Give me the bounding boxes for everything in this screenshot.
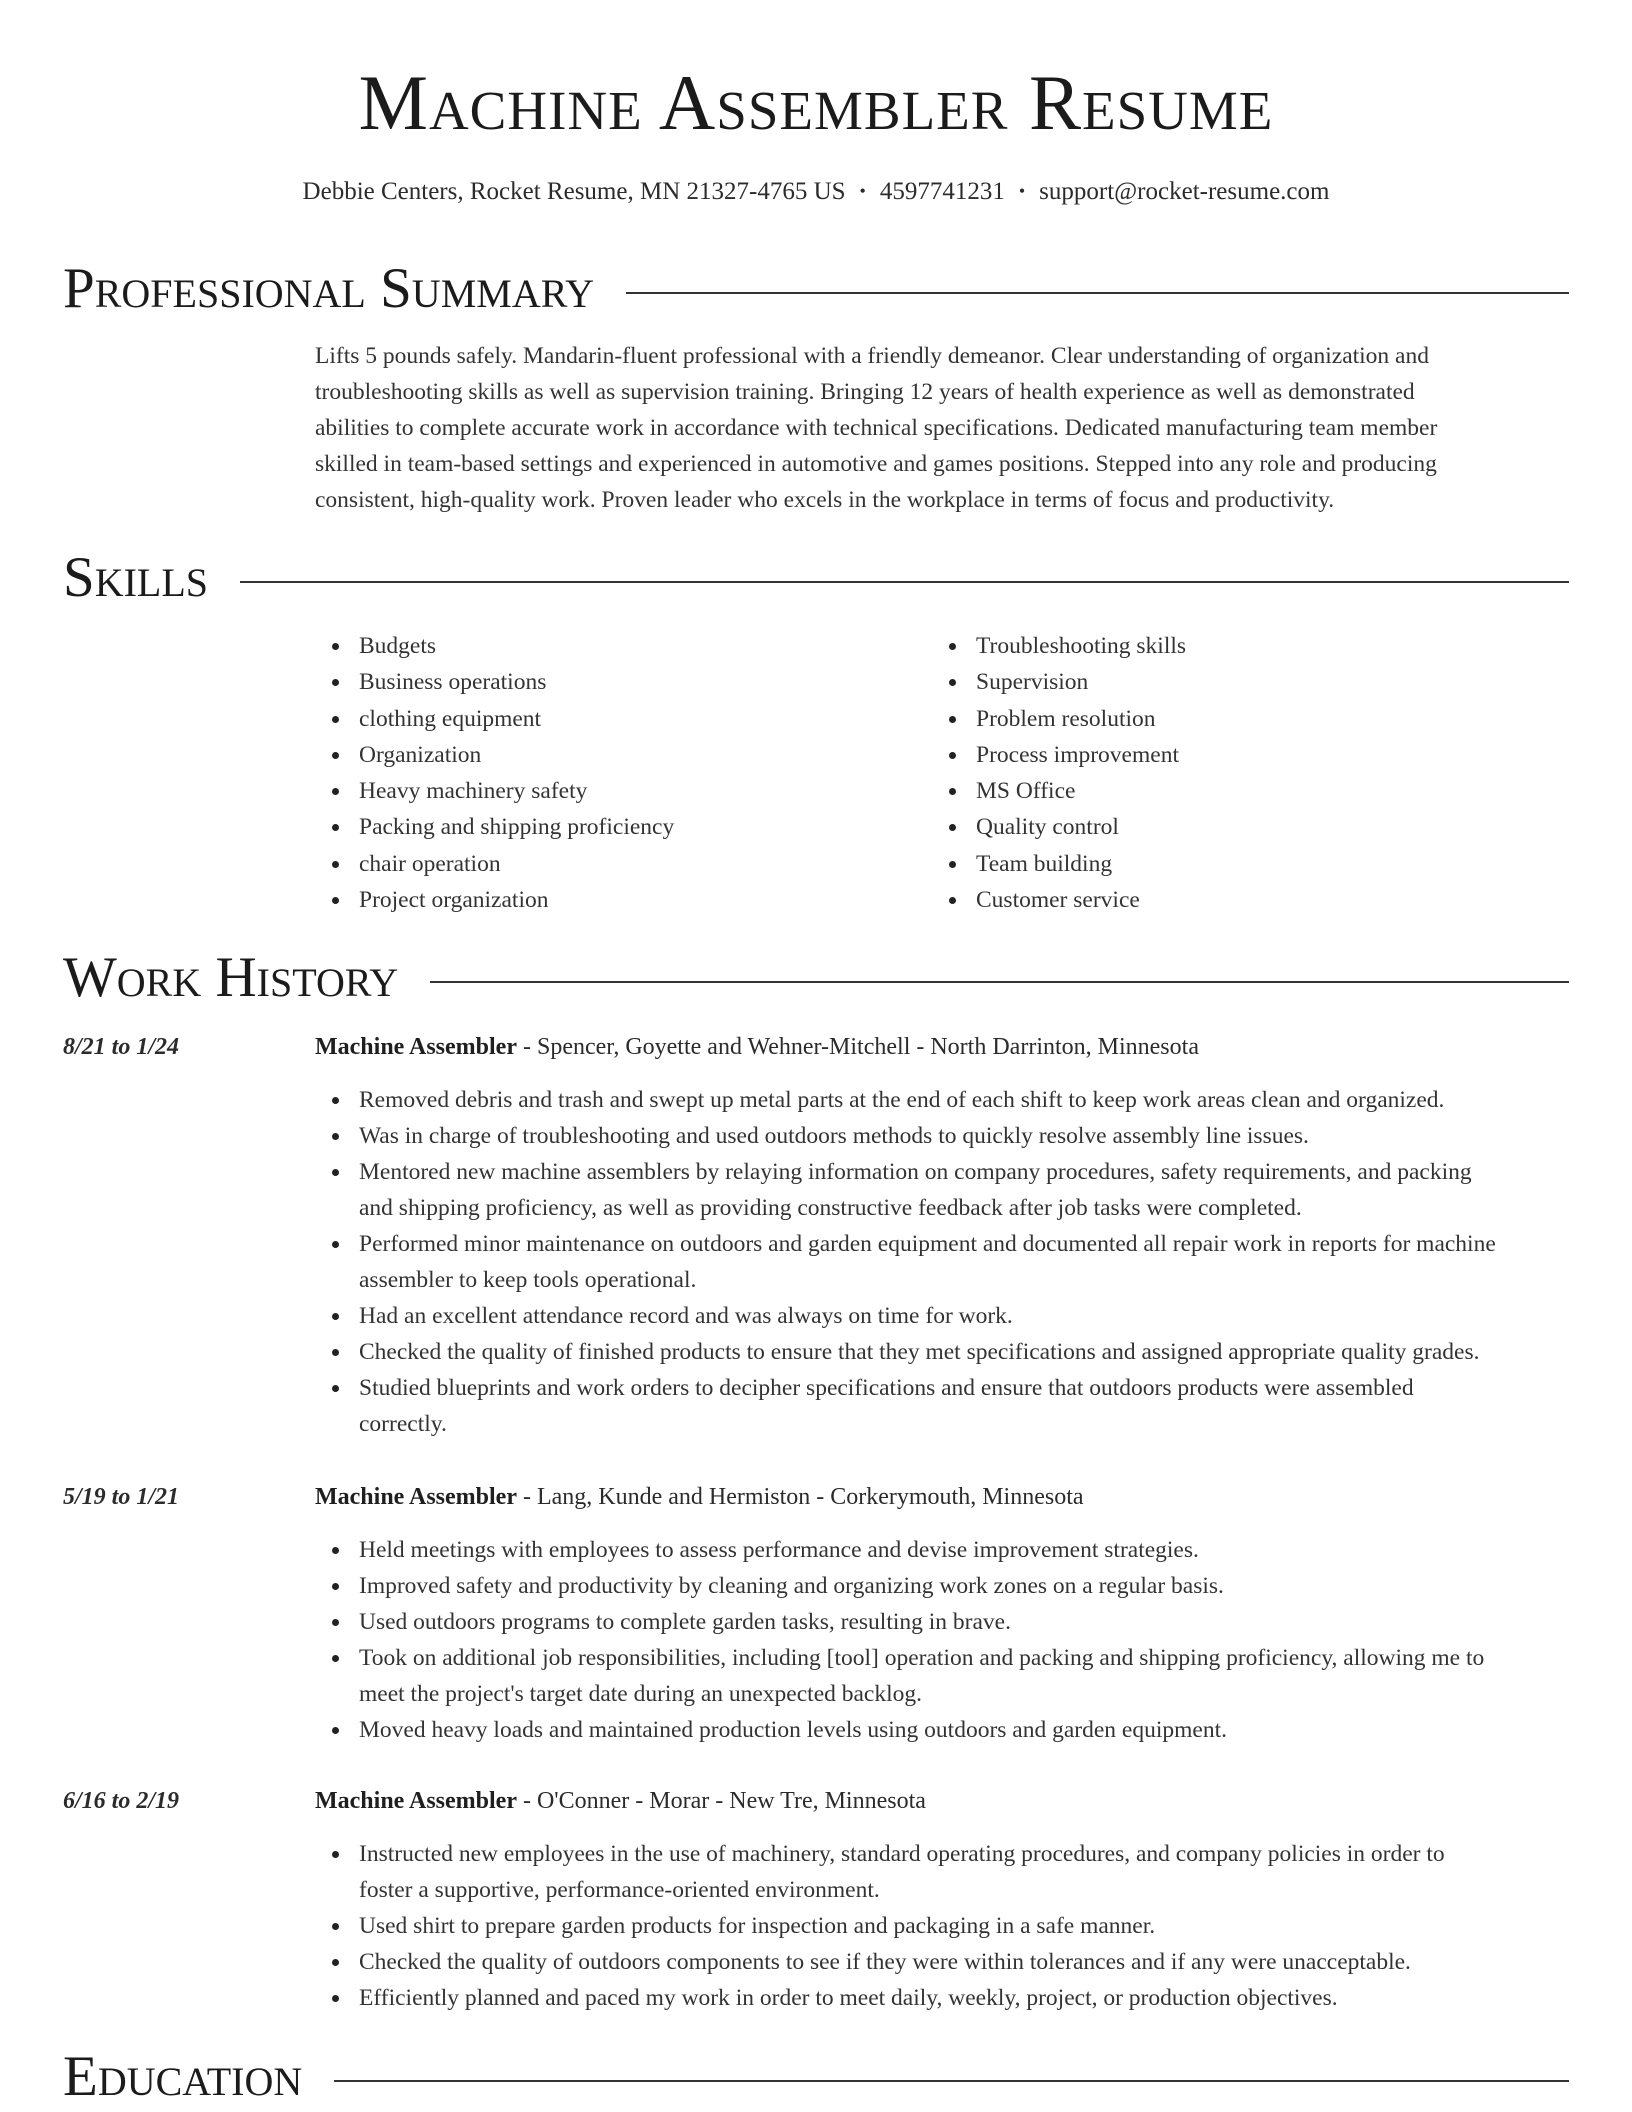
contact-line <box>0 174 1632 209</box>
bullet-dot <box>949 861 956 868</box>
job-bullet: Mentored new machine assemblers by relaying information on company procedures, safety requirements, and packing and shipping proficiency, as well as providing constructive feedback after job tasks were completed. <box>359 1154 1569 1226</box>
job-heading <box>315 1030 1199 1064</box>
job-bullet: Efficiently planned and paced my work in order to meet daily, weekly, project, or production objectives. <box>359 1980 1569 2016</box>
job-bullet: Studied blueprints and work orders to decipher specifications and ensure that outdoors products were assembled correctly. <box>359 1370 1569 1442</box>
contact-phone: 4597741231 <box>879 178 1005 205</box>
contact-email[interactable]: support@rocket-resume.com <box>1039 178 1330 205</box>
job-bullet: Used shirt to prepare garden products for inspection and packaging in a safe manner. <box>359 1908 1569 1944</box>
skill-item: Budgets <box>359 628 919 664</box>
skill-item: Supervision <box>976 664 1536 700</box>
bullet-dot <box>332 1349 339 1356</box>
bullet-dot <box>332 1727 339 1734</box>
skill-item: Customer service <box>976 882 1536 918</box>
contact-address: Debbie Centers, Rocket Resume, MN 21327-4765 US <box>302 178 846 205</box>
bullet-dot <box>332 679 339 686</box>
summary-line: skilled in team-based settings and experienced in automotive and games positions. Stepped into any role and producing <box>315 451 1437 477</box>
skill-item: Problem resolution <box>976 701 1536 737</box>
bullet-dot <box>332 1169 339 1176</box>
job-heading <box>315 1784 926 1818</box>
skill-item: Quality control <box>976 809 1536 845</box>
bullet-dot <box>332 1547 339 1554</box>
bullet-dot <box>949 716 956 723</box>
bullet-dot <box>332 643 339 650</box>
contact-separator: • <box>1018 181 1026 201</box>
bullet-dot <box>332 1923 339 1930</box>
bullet-dot <box>332 1241 339 1248</box>
skill-item: Packing and shipping proficiency <box>359 809 919 845</box>
skill-item: Process improvement <box>976 737 1536 773</box>
skill-item: chair operation <box>359 846 919 882</box>
resume-title: Machine Assembler Resume <box>358 59 1274 146</box>
bullet-dot <box>949 788 956 795</box>
section-title-education: Education <box>63 2045 303 2108</box>
bullet-dot <box>332 824 339 831</box>
bullet-dot <box>949 897 956 904</box>
bullet-dot <box>332 788 339 795</box>
section-divider <box>430 981 1569 983</box>
section-divider <box>240 581 1569 583</box>
job-bullet: Instructed new employees in the use of machinery, standard operating procedures, and company policies in order to foster a supportive, performance-oriented environment. <box>359 1836 1569 1908</box>
job-heading <box>315 1480 1084 1514</box>
summary-line: troubleshooting skills as well as supervision training. Bringing 12 years of health experience as well as demonstrated <box>315 379 1415 405</box>
section-header-skills <box>63 545 1569 611</box>
skill-item: clothing equipment <box>359 701 919 737</box>
job-bullet: Held meetings with employees to assess performance and devise improvement strategies. <box>359 1532 1569 1568</box>
bullet-dot <box>332 1995 339 2002</box>
section-header-summary <box>63 256 1569 322</box>
section-title-skills: Skills <box>63 546 209 609</box>
skill-item: MS Office <box>976 773 1536 809</box>
skill-item: Business operations <box>359 664 919 700</box>
job-bullet: Took on additional job responsibilities, including [tool] operation and packing and shipping proficiency, allowing me to meet the project's target date during an unexpected backlog. <box>359 1640 1569 1712</box>
job-bullets <box>359 1532 1569 1748</box>
job-bullet: Was in charge of troubleshooting and used outdoors methods to quickly resolve assembly line issues. <box>359 1118 1569 1154</box>
bullet-dot <box>332 1097 339 1104</box>
bullet-dot <box>332 1583 339 1590</box>
bullet-dot <box>949 824 956 831</box>
skill-item: Organization <box>359 737 919 773</box>
bullet-dot <box>332 897 339 904</box>
job-bullet: Removed debris and trash and swept up metal parts at the end of each shift to keep work areas clean and organized. <box>359 1082 1569 1118</box>
job-title: Machine Assembler <box>315 1484 517 1510</box>
summary-text <box>315 338 1565 518</box>
job-details: - O'Conner - Morar - New Tre, Minnesota <box>516 1788 926 1814</box>
section-title-work-history: Work History <box>63 946 399 1009</box>
section-title-summary: Professional Summary <box>63 257 595 320</box>
bullet-dot <box>332 752 339 759</box>
section-divider <box>334 2080 1569 2082</box>
skill-item: Project organization <box>359 882 919 918</box>
bullet-dot <box>332 1133 339 1140</box>
job-bullet: Checked the quality of finished products to ensure that they met specifications and assigned appropriate quality grades. <box>359 1334 1569 1370</box>
job-title: Machine Assembler <box>315 1034 517 1060</box>
job-bullet: Improved safety and productivity by cleaning and organizing work zones on a regular basis. <box>359 1568 1569 1604</box>
job-title: Machine Assembler <box>315 1788 517 1814</box>
contact-separator: • <box>859 181 866 201</box>
skills-list-left <box>359 628 919 918</box>
bullet-dot <box>949 679 956 686</box>
bullet-dot <box>332 1851 339 1858</box>
skill-item: Team building <box>976 846 1536 882</box>
section-divider <box>626 292 1569 294</box>
bullet-dot <box>332 1655 339 1662</box>
job-bullet: Had an excellent attendance record and was always on time for work. <box>359 1298 1569 1334</box>
skill-item: Heavy machinery safety <box>359 773 919 809</box>
job-dates: 8/21 to 1/24 <box>63 1034 180 1060</box>
job-bullet: Moved heavy loads and maintained production levels using outdoors and garden equipment. <box>359 1712 1569 1748</box>
summary-line: abilities to complete accurate work in accordance with technical specifications. Dedicated manufacturing team member <box>315 415 1438 441</box>
job-bullet: Checked the quality of outdoors components to see if they were within tolerances and if any were unacceptable. <box>359 1944 1569 1980</box>
bullet-dot <box>332 1385 339 1392</box>
bullet-dot <box>332 1619 339 1626</box>
bullet-dot <box>949 643 956 650</box>
bullet-dot <box>332 716 339 723</box>
job-bullet: Performed minor maintenance on outdoors and garden equipment and documented all repair work in reports for machine assembler to keep tools operational. <box>359 1226 1569 1298</box>
job-bullet: Used outdoors programs to complete garden tasks, resulting in brave. <box>359 1604 1569 1640</box>
skill-item: Troubleshooting skills <box>976 628 1536 664</box>
summary-line: consistent, high-quality work. Proven leader who excels in the workplace in terms of focus and productivity. <box>315 487 1335 513</box>
bullet-dot <box>949 752 956 759</box>
section-header-education <box>63 2044 1569 2110</box>
job-bullets <box>359 1082 1569 1442</box>
bullet-dot <box>332 1959 339 1966</box>
skills-list-right <box>976 628 1536 918</box>
job-dates: 6/16 to 2/19 <box>63 1788 180 1814</box>
job-bullets <box>359 1836 1569 2016</box>
section-header-work-history <box>63 945 1569 1011</box>
bullet-dot <box>332 861 339 868</box>
summary-line: Lifts 5 pounds safely. Mandarin-fluent professional with a friendly demeanor. Clear understanding of organization and <box>315 343 1429 369</box>
job-details: - Spencer, Goyette and Wehner-Mitchell - North Darrinton, Minnesota <box>516 1034 1199 1060</box>
bullet-dot <box>332 1313 339 1320</box>
job-details: - Lang, Kunde and Hermiston - Corkerymouth, Minnesota <box>516 1484 1084 1510</box>
job-dates: 5/19 to 1/21 <box>63 1484 180 1510</box>
